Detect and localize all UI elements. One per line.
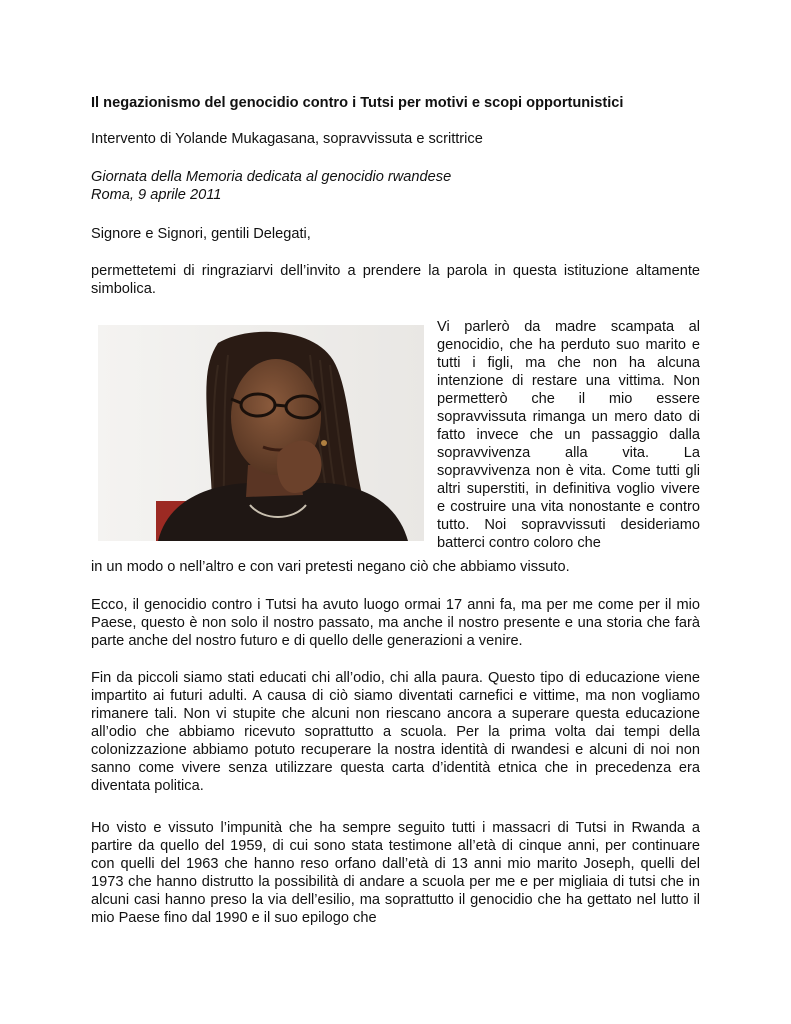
event-date: Roma, 9 aprile 2011	[91, 187, 222, 203]
paragraph-5: Ho visto e vissuto l’impunità che ha sempre seguito tutti i massacri di Tutsi in Rwanda a partire da quello del 1959, di cui sono stata testimone all’età di cinque anni, per continuare con quelli del 1963 che hanno reso orfano dall’età di 13 anni mio marito Joseph, quelli del 1973 che hanno distrutto la possibilità di andare a scuola per me e per migliaia di tutsi che in alcuni casi hanno preso la via dell’esilio, ma soprattutto il genocidio che ha gettato nel lutto il mio Paese fino dal 1990 e il suo epilogo che	[91, 820, 700, 926]
event-name: Giornata della Memoria dedicata al genocidio rwandese	[91, 169, 452, 185]
paragraph-3: Ecco, il genocidio contro i Tutsi ha avuto luogo ormai 17 anni fa, ma per me come per il mio Paese, questo è non solo il nostro passato, ma anche il nostro presente e una storia che farà parte anche del nostro futuro e di quello delle generazioni a venire.	[91, 597, 700, 649]
document-title: Il negazionismo del genocidio contro i Tutsi per motivi e scopi opportunistici	[91, 95, 624, 111]
paragraph-2-side: Vi parlerò da madre scampata al genocidio, che ha perduto suo marito e tutti i figli, ma che non ha alcuna intenzione di restare una vittima. Non permetterò che il mio essere sopravvissuta rimanga un mero dato di fatto invece che un passaggio dalla sopravvivenza alla vita. La sopravvivenza non è vita. Come tutti gli altri superstiti, in definitiva voglio vivere e costruire una vita nonostante e contro tutto. Noi sopravvissuti desideriamo batterci contro coloro che	[437, 319, 700, 551]
paragraph-4: Fin da piccoli siamo stati educati chi all’odio, chi alla paura. Questo tipo di educazione viene impartito ai futuri adulti. A causa di ciò siamo diventati carnefici e vittime, ma non vogliamo rimanere tali. Non vi stupite che alcuni non riescano ancora a superare questa educazione all’odio che abbiamo ricevuto soprattutto a scuola. Per la prima volta dai tempi della colonizzazione abbiamo potuto recuperare la nostra identità di rwandesi e alcuni di noi non sanno come vivere senza utilizzare questa carta d’identità etnica che in precedenza era diventata politica.	[91, 670, 700, 794]
paragraph-2-continuation: in un modo o nell’altro e con vari pretesti negano ciò che abbiamo vissuto.	[91, 559, 570, 575]
portrait-photo	[98, 325, 424, 541]
salutation: Signore e Signori, gentili Delegati,	[91, 226, 311, 242]
paragraph-1: permettetemi di ringraziarvi dell’invito a prendere la parola in questa istituzione altamente simbolica.	[91, 263, 700, 297]
document-subtitle: Intervento di Yolande Mukagasana, sopravvissuta e scrittrice	[91, 131, 483, 147]
